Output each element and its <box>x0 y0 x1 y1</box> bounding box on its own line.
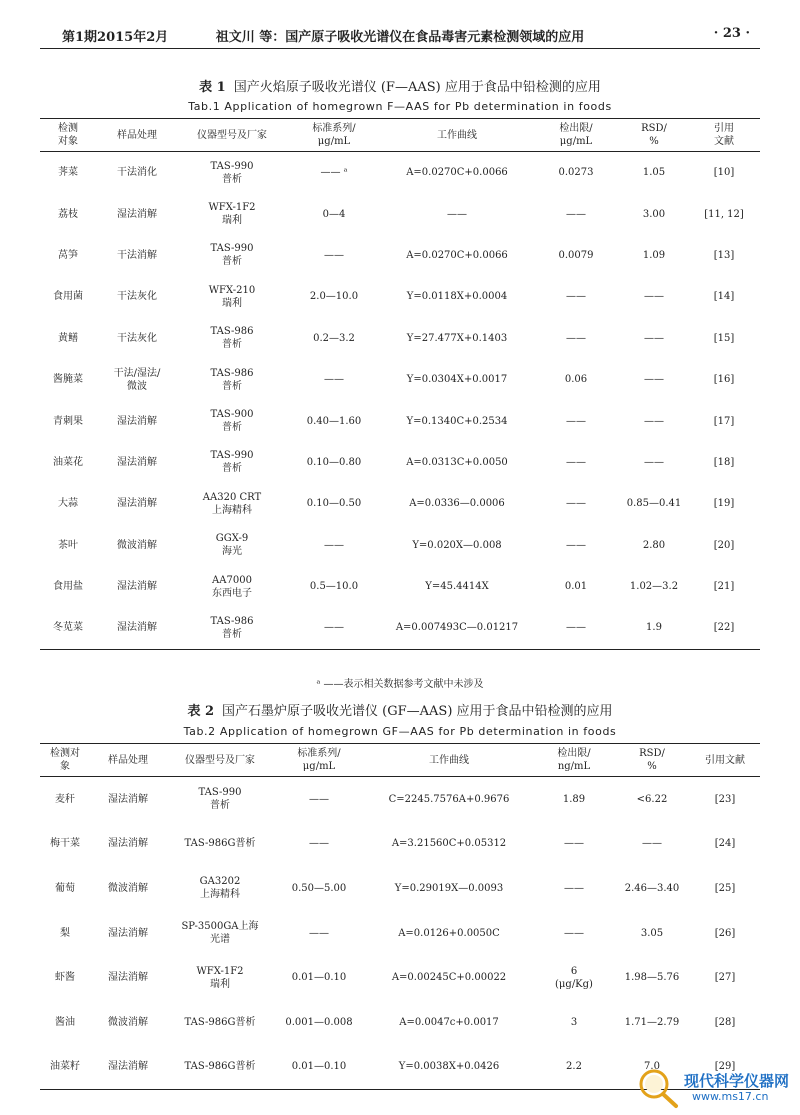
table-cell: WFX-1F2 瑞利 <box>196 965 244 990</box>
table-cell: 微波消解 <box>117 539 157 551</box>
table-cell: Y=27.477X+0.1403 <box>406 332 508 344</box>
table-cell: 湿法消解 <box>117 415 157 427</box>
table-row <box>40 866 760 911</box>
table1-header-6: RSD/ % <box>620 119 688 152</box>
table1-note: ᵃ ——表示相关数据参考文献中未涉及 <box>316 679 484 690</box>
table2-header-4: 工作曲线 <box>364 744 534 777</box>
table-cell: 湿法消解 <box>108 972 148 984</box>
table-cell: [15] <box>713 332 735 344</box>
table-cell: TAS-986G普析 <box>184 838 256 850</box>
table-cell: A=0.0047c+0.0017 <box>399 1016 499 1028</box>
table-cell: 梨 <box>60 927 70 939</box>
table-cell: 0.06 <box>564 374 588 386</box>
table-cell: 酱腌菜 <box>53 374 83 386</box>
table2 <box>40 743 760 1090</box>
table-cell: 0.85—0.41 <box>626 498 682 510</box>
table-cell: 干法消化 <box>117 167 157 179</box>
table-cell: 大蒜 <box>58 498 78 510</box>
table-cell: —— <box>324 249 344 261</box>
issue-info: 第1期2015年2月 <box>62 30 169 45</box>
table-cell: A=0.00245C+0.00022 <box>391 972 507 984</box>
header-rule <box>40 48 760 49</box>
table-cell: 2.2 <box>534 1045 614 1090</box>
table-cell: 莴笋 <box>58 249 78 261</box>
table-row <box>40 566 760 607</box>
table-cell: SP-3500GA上海 光谱 <box>181 921 259 946</box>
table-cell: [17] <box>713 415 735 427</box>
table-cell: [16] <box>713 374 735 386</box>
table-cell: 2.80 <box>642 539 666 551</box>
table-cell: 食用盐 <box>53 581 83 593</box>
table-cell: 0.01 <box>564 581 588 593</box>
table1-caption <box>40 76 760 95</box>
watermark-url: www.ms17.cn <box>692 1090 769 1103</box>
table-cell: TAS-986 普析 <box>210 326 254 351</box>
table-cell: —— <box>566 539 586 551</box>
table1-header-7: 引用 文献 <box>688 119 760 152</box>
table-cell: 荔枝 <box>58 208 78 220</box>
table-cell: 2.0—10.0 <box>309 291 359 303</box>
table-cell: [27] <box>714 972 736 984</box>
table-cell: 湿法消解 <box>117 581 157 593</box>
table-cell: TAS-986G普析 <box>166 1045 274 1090</box>
table-cell: 湿法消解 <box>117 208 157 220</box>
table-cell: —— <box>644 291 664 303</box>
table-cell: —— <box>324 539 344 551</box>
table-cell: 虾酱 <box>55 972 75 984</box>
table-cell: 1.09 <box>642 249 666 261</box>
table-cell: —— <box>564 882 584 894</box>
table-row <box>40 911 760 956</box>
table-cell: —— ᵃ <box>320 167 348 179</box>
table-cell: A=0.0126+0.0050C <box>398 927 500 939</box>
table-cell: 湿法消解 <box>108 793 148 805</box>
table1-header-3: 标准系列/ μg/mL <box>286 119 382 152</box>
table2-header-2: 仪器型号及厂家 <box>166 744 274 777</box>
table1-header-2: 仪器型号及厂家 <box>178 119 286 152</box>
table-cell: 0.5—10.0 <box>309 581 359 593</box>
table-cell: 1.98—5.76 <box>624 972 680 984</box>
table-cell: TAS-900 普析 <box>210 409 254 434</box>
table-cell: 麦秆 <box>55 793 75 805</box>
table-cell: GGX-9 海光 <box>215 533 249 558</box>
table-cell: 葡萄 <box>55 882 75 894</box>
table1-header-row <box>40 119 760 152</box>
table-cell: 荠菜 <box>58 167 78 179</box>
table-cell: —— <box>566 456 586 468</box>
table-cell: —— <box>532 607 620 649</box>
table-cell: 1.71—2.79 <box>624 1016 680 1028</box>
table-row <box>40 152 760 194</box>
table2-header-5: 检出限/ ng/mL <box>534 744 614 777</box>
table-cell: 0.01—0.10 <box>274 1045 364 1090</box>
table-cell: A=0.007493C—0.01217 <box>382 607 532 649</box>
table-cell: 干法消解 <box>117 249 157 261</box>
table-cell: 7.0 <box>614 1045 690 1090</box>
table-cell: 3.00 <box>642 208 666 220</box>
table-cell: A=0.0270C+0.0066 <box>406 167 508 179</box>
table-row <box>40 359 760 400</box>
table-cell: C=2245.7576A+0.9676 <box>388 793 510 805</box>
table-cell: Y=0.0118X+0.0004 <box>406 291 508 303</box>
table1-header-5: 检出限/ μg/mL <box>532 119 620 152</box>
table-cell: —— <box>644 415 664 427</box>
table2-header-1: 样品处理 <box>90 744 166 777</box>
table-cell: TAS-986G普析 <box>184 1016 256 1028</box>
table2-header-row <box>40 744 760 777</box>
table-cell: 2.46—3.40 <box>624 882 680 894</box>
table-cell: [19] <box>713 498 735 510</box>
table-cell: [26] <box>714 927 736 939</box>
table-cell: [13] <box>713 249 735 261</box>
table-cell: —— <box>566 208 586 220</box>
table-cell: TAS-986 普析 <box>178 607 286 649</box>
table-cell: —— <box>566 332 586 344</box>
table-cell: AA320 CRT 上海精科 <box>202 491 262 516</box>
table-cell: 干法灰化 <box>117 291 157 303</box>
table-cell: [29] <box>690 1045 760 1090</box>
table-cell: [20] <box>713 539 735 551</box>
table1-title-cn: 国产火焰原子吸收光谱仪 (F—AAS) 应用于食品中铅检测的应用 <box>233 80 601 95</box>
table-cell: 黄鳝 <box>58 332 78 344</box>
table-cell: —— <box>286 607 382 649</box>
table-row <box>40 318 760 359</box>
table-cell: WFX-1F2 瑞利 <box>208 202 256 227</box>
table2-caption <box>40 700 760 719</box>
table-cell: A=0.0336—0.0006 <box>409 498 505 510</box>
table-cell: 湿法消解 <box>117 456 157 468</box>
table-cell: 湿法消解 <box>117 498 157 510</box>
magnifier-icon <box>632 1066 688 1110</box>
table-row <box>40 483 760 524</box>
table-cell: 青刺果 <box>53 415 83 427</box>
table-cell: —— <box>309 793 329 805</box>
table-cell: TAS-986 普析 <box>210 367 254 392</box>
table-cell: 0.2—3.2 <box>313 332 355 344</box>
table-cell: [10] <box>713 167 735 179</box>
table-cell: 0.0079 <box>558 249 594 261</box>
table-cell: —— <box>324 374 344 386</box>
table-cell: 1.9 <box>620 607 688 649</box>
table-cell: —— <box>644 456 664 468</box>
table-cell: Y=0.0304X+0.0017 <box>406 374 508 386</box>
table-cell: AA7000 东西电子 <box>212 574 252 599</box>
running-title: 祖文川 等：国产原子吸收光谱仪在食品毒害元素检测领域的应用 <box>215 30 585 45</box>
table-cell: 油菜花 <box>53 456 83 468</box>
table2-header-3: 标准系列/ μg/mL <box>274 744 364 777</box>
page-number: · 23 · <box>713 26 750 41</box>
table-cell: WFX-210 瑞利 <box>208 284 256 309</box>
table-cell: —— <box>644 374 664 386</box>
table-cell: 0.001—0.008 <box>285 1016 353 1028</box>
table-cell: 0.0273 <box>558 167 594 179</box>
table-cell: —— <box>309 927 329 939</box>
table1-header-0: 检测 对象 <box>40 119 96 152</box>
table-cell: 1.05 <box>642 167 666 179</box>
table-cell: 0.40—1.60 <box>306 415 362 427</box>
table-cell: Y=0.020X—0.008 <box>412 539 502 551</box>
table-cell: TAS-990 普析 <box>210 160 254 185</box>
table1 <box>40 118 760 650</box>
table2-title-en: Tab.2 Application of homegrown GF—AAS for Pb determination in foods <box>183 725 617 738</box>
watermark-text: 现代科学仪器网 <box>684 1072 790 1090</box>
table-cell: 0.10—0.80 <box>306 456 362 468</box>
table-cell: TAS-990 普析 <box>198 787 242 812</box>
table-row <box>40 193 760 234</box>
table-cell: 0.50—5.00 <box>291 882 347 894</box>
table-cell: 食用菌 <box>53 291 83 303</box>
table1-header-1: 样品处理 <box>96 119 178 152</box>
table-cell: —— <box>564 838 584 850</box>
table-cell: 湿法消解 <box>108 838 148 850</box>
table-cell: 微波消解 <box>108 1016 148 1028</box>
table-cell: —— <box>566 498 586 510</box>
table-row <box>40 235 760 276</box>
table2-title-cn: 国产石墨炉原子吸收光谱仪 (GF—AAS) 应用于食品中铅检测的应用 <box>222 704 613 719</box>
watermark-logo <box>632 1066 792 1110</box>
table-cell: [23] <box>714 793 736 805</box>
table-cell: [21] <box>713 581 735 593</box>
table2-header-0: 检测对 象 <box>40 744 90 777</box>
table-cell: 干法灰化 <box>117 332 157 344</box>
table-cell: [14] <box>713 291 735 303</box>
table-cell: TAS-990 普析 <box>210 243 254 268</box>
table-cell: [24] <box>714 838 736 850</box>
table-cell: <6.22 <box>636 793 668 805</box>
table2-number: 表 2 <box>187 704 215 719</box>
table-row <box>40 822 760 867</box>
table-cell: —— <box>309 838 329 850</box>
table-cell: 酱油 <box>55 1016 75 1028</box>
table-row <box>40 442 760 483</box>
table-cell: 湿法消解 <box>96 607 178 649</box>
table-cell: [18] <box>713 456 735 468</box>
table-cell: 1.89 <box>562 793 586 805</box>
table-cell: TAS-990 普析 <box>210 450 254 475</box>
table-cell: 干法/湿法/ 微波 <box>113 367 161 392</box>
table-cell: 3 <box>570 1016 578 1028</box>
table-row <box>40 955 760 1000</box>
table-cell: 茶叶 <box>58 539 78 551</box>
table-cell: GA3202 上海精科 <box>199 876 241 901</box>
table1-number: 表 1 <box>199 80 226 95</box>
table-cell: 0—4 <box>322 208 346 220</box>
table-cell: —— <box>566 415 586 427</box>
table2-header-7: 引用文献 <box>690 744 760 777</box>
table-cell: —— <box>564 927 584 939</box>
table-cell: Y=0.29019X—0.0093 <box>394 882 504 894</box>
table-row <box>40 400 760 441</box>
table-cell: A=3.21560C+0.05312 <box>391 838 507 850</box>
table1-header-4: 工作曲线 <box>382 119 532 152</box>
table-cell: —— <box>642 838 662 850</box>
running-header <box>40 26 760 46</box>
table-cell: [28] <box>714 1016 736 1028</box>
table-cell: 湿法消解 <box>90 1045 166 1090</box>
table-cell: 油菜籽 <box>40 1045 90 1090</box>
table-row <box>40 1000 760 1045</box>
table-cell: Y=0.0038X+0.0426 <box>364 1045 534 1090</box>
table-cell: 梅干菜 <box>50 838 80 850</box>
table-cell: —— <box>566 291 586 303</box>
table-cell: —— <box>447 208 467 220</box>
table-cell: 0.01—0.10 <box>291 972 347 984</box>
table1-title-en: Tab.1 Application of homegrown F—AAS for Pb determination in foods <box>188 100 612 113</box>
table-cell: Y=45.4414X <box>425 581 489 593</box>
table-cell: A=0.0313C+0.0050 <box>406 456 508 468</box>
table-cell: 1.02—3.2 <box>629 581 679 593</box>
table-row <box>40 525 760 566</box>
table2-header-6: RSD/ % <box>614 744 690 777</box>
table-cell: Y=0.1340C+0.2534 <box>406 415 508 427</box>
table-cell: 3.05 <box>640 927 664 939</box>
table-cell: 6 (μg/Kg) <box>555 965 593 990</box>
table-cell: 0.10—0.50 <box>306 498 362 510</box>
table-cell: [22] <box>688 607 760 649</box>
table-cell: 微波消解 <box>108 882 148 894</box>
table-cell: [25] <box>714 882 736 894</box>
table-cell: A=0.0270C+0.0066 <box>406 249 508 261</box>
table-row <box>40 607 760 649</box>
table-cell: —— <box>644 332 664 344</box>
table-cell: 冬苋菜 <box>40 607 96 649</box>
table-cell: 湿法消解 <box>108 927 148 939</box>
table-cell: [11, 12] <box>704 208 744 220</box>
table-row <box>40 777 760 822</box>
table-row <box>40 276 760 317</box>
